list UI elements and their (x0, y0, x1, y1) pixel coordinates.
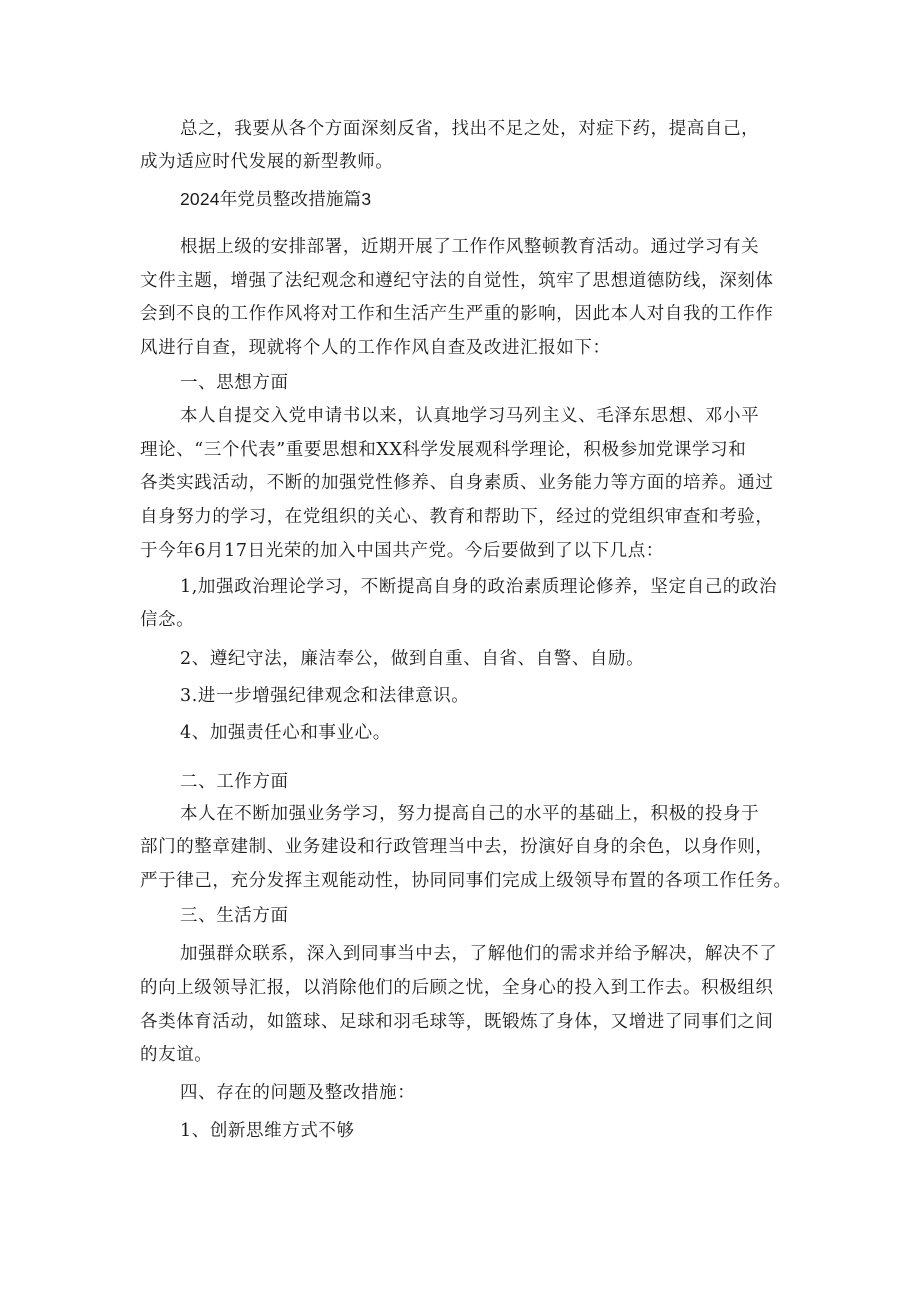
paragraph-line: 各类实践活动，不断的加强党性修养、自身素质、业务能力等方面的培养。通过 (140, 473, 774, 493)
list-item: 1、创新思维方式不够 (180, 1121, 355, 1141)
list-item: 3.进一步增强纪律观念和法律意识。 (180, 686, 470, 706)
paragraph-line: 的向上级领导汇报，以消除他们的后顾之忧，全身心的投入到工作去。积极组织 (140, 978, 774, 998)
subheading: 一、思想方面 (180, 373, 289, 393)
paragraph-line: 于今年6月17日光荣的加入中国共产党。今后要做到了以下几点： (140, 541, 664, 561)
paragraph-line: 加强群众联系，深入到同事当中去，了解他们的需求并给予解决，解决不了 (180, 944, 778, 964)
subheading: 二、工作方面 (180, 772, 289, 792)
paragraph-line: 信念。 (140, 610, 195, 630)
paragraph-line: 各类体育活动，如篮球、足球和羽毛球等，既锻炼了身体，又增进了同事们之间 (140, 1012, 774, 1032)
paragraph-line: 自身努力的学习，在党组织的关心、教育和帮助下，经过的党组织审查和考验， (140, 507, 774, 527)
paragraph-line: 部门的整章建制、业务建设和行政管理当中去，扮演好自身的余色，以身作则， (140, 837, 774, 857)
section-title: 2024年党员整改措施篇3 (180, 189, 372, 209)
paragraph-line: 本人自提交入党申请书以来，认真地学习马列主义、毛泽东思想、邓小平 (180, 406, 760, 426)
paragraph-line: 理论、“三个代表”重要思想和XX科学发展观科学理论，积极参加党课学习和 (140, 440, 747, 460)
paragraph-line: 本人在不断加强业务学习，努力提高自己的水平的基础上，积极的投身于 (180, 804, 760, 824)
list-item: 1,加强政治理论学习，不断提高自身的政治素质理论修养，坚定自己的政治 (180, 577, 778, 597)
paragraph-line: 风进行自查，现就将个人的工作作风自查及改进汇报如下： (140, 338, 611, 358)
list-item: 4、加强责任心和事业心。 (180, 723, 391, 743)
subheading: 三、生活方面 (180, 906, 289, 926)
paragraph-line: 会到不良的工作作风将对工作和生活产生严重的影响，因此本人对自我的工作作 (140, 304, 774, 324)
subheading: 四、存在的问题及整改措施： (180, 1083, 416, 1103)
paragraph-line: 根据上级的安排部署，近期开展了工作作风整顿教育活动。通过学习有关 (180, 237, 760, 257)
paragraph-line: 总之，我要从各个方面深刻反省，找出不足之处，对症下药，提高自己， (180, 119, 760, 139)
paragraph-line: 严于律己，充分发挥主观能动性，协同同事们完成上级领导布置的各项工作任务。 (140, 871, 792, 891)
paragraph-line: 的友谊。 (140, 1045, 213, 1065)
list-item: 2、遵纪守法，廉洁奉公，做到自重、自省、自警、自励。 (180, 649, 645, 669)
paragraph-line: 文件主题，增强了法纪观念和遵纪守法的自觉性，筑牢了思想道德防线，深刻体 (140, 271, 774, 291)
paragraph-line: 成为适应时代发展的新型教师。 (140, 152, 394, 172)
